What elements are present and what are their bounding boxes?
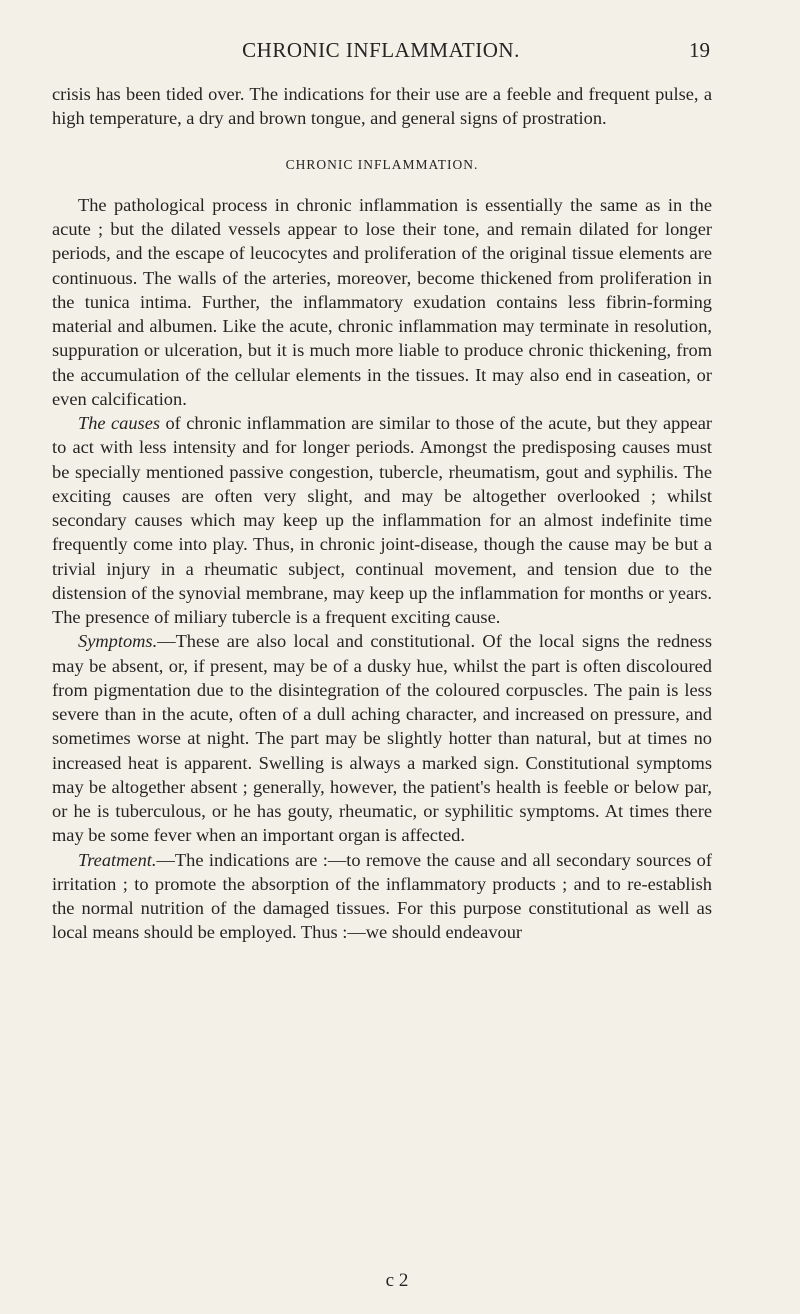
paragraph-pathology <box>52 193 712 411</box>
running-title: CHRONIC INFLAMMATION. <box>242 38 520 62</box>
signature-text: c 2 <box>385 1270 409 1291</box>
paragraph-treatment <box>52 848 712 945</box>
paragraph-text: —The indications are :—to remove the cause and all secondary sources of irritation ; to promote the absorption of the inflammatory products ; and to re-establish the normal nutrition of the damaged tissues. For this purpose constitutional as well as local means should be employed. Thus :—we should endeavour <box>52 849 712 943</box>
opening-paragraph: crisis has been tided over. The indications for their use are a feeble and frequent pulse, a high temperature, a dry and brown tongue, and general signs of prostration. <box>52 84 712 129</box>
running-head <box>52 38 710 68</box>
paragraph-symptoms <box>52 629 712 847</box>
paragraph-text: —These are also local and constitutional. Of the local signs the redness may be absent, or, if present, may be of a dusky hue, whilst the part is often discoloured from pigmentation due to the disintegration of the coloured corpuscles. The pain is less severe than in the acute, often of a dull aching character, and increased on pressure, and sometimes worse at night. The part may be slightly hotter than natural, but at times no increased heat is apparent. Swelling is always a marked sign. Constitutional symptoms may be altogether absent ; generally, however, the patient's health is feeble or below par, or he is tuberculous, or he has gouty, rheumatic, or syphilitic symptoms. At times there may be some fever when an important organ is affected. <box>52 631 712 846</box>
section-heading: CHRONIC INFLAMMATION. <box>285 156 479 172</box>
body-text <box>52 82 712 945</box>
paragraph-text: of chronic inflammation are similar to those of the acute, but they appear to act with less intensity and for longer periods. Amongst the predisposing causes must be specially mentioned passive congestion, tubercle, rheumatism, gout and syphilis. The exciting causes are often very slight, and may be altogether overlooked ; whilst secondary causes which may keep up the inflammation for an almost indefinite time frequently come into play. Thus, in chronic joint-disease, though the cause may be but a trivial injury in a rheumatic subject, continual movement, and tension due to the distension of the synovial membrane, may keep up the inflammation for months or years. The presence of miliary tubercle is a frequent exciting cause. <box>52 413 713 627</box>
paragraph-lead: Treatment. <box>78 849 157 870</box>
paragraph-text: The pathological process in chronic inflammation is essentially the same as in the acute ; but the dilated vessels appear to lose their tone, and remain dilated for longer periods, and the escape of leucocytes and proliferation of the original tissue elements are continuous. The walls of the arteries, moreover, become thickened from proliferation in the tunica intima. Further, the inflammatory exudation contains less fibrin-forming material and albumen. Like the acute, chronic inflammation may terminate in resolution, suppuration or ulceration, but it is much more liable to produce chronic thickening, from the accumulation of the cellular elements in the tissues. It may also end in caseation, or even calcification. <box>52 194 712 409</box>
paragraph-causes <box>52 411 712 629</box>
paragraph-lead: Symptoms. <box>78 631 158 652</box>
page-number: 19 <box>689 38 710 62</box>
signature-mark <box>52 1270 712 1292</box>
paragraph-lead: The causes <box>78 413 161 433</box>
